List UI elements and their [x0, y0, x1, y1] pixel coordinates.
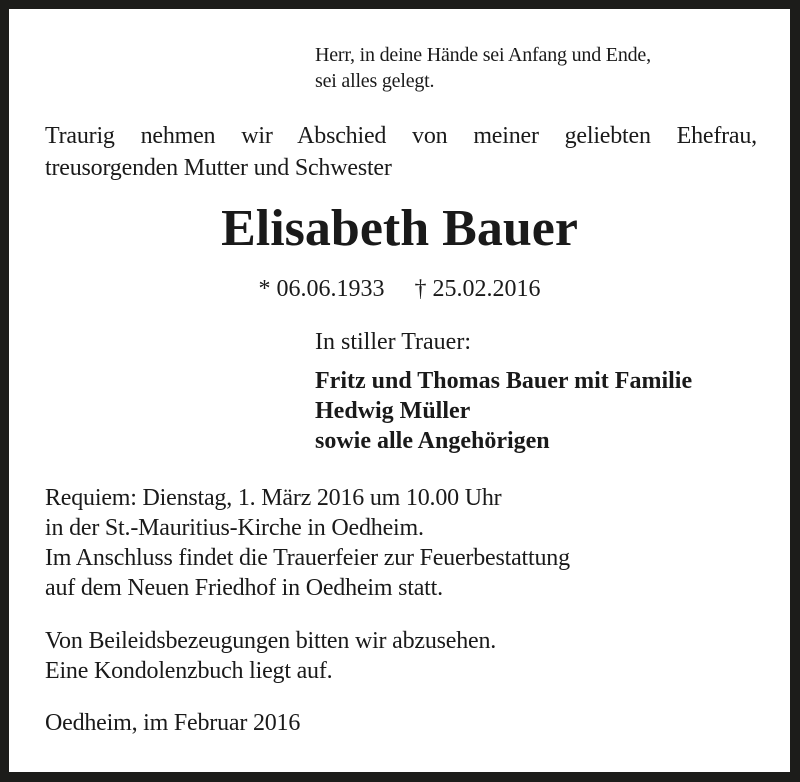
intro-text	[45, 120, 757, 184]
mourning-label: In stiller Trauer:	[315, 329, 471, 355]
ceremony-line: Requiem: Dienstag, 1. März 2016 um 10.00 Uhr	[45, 485, 502, 511]
birth-date: * 06.06.1933	[258, 276, 385, 302]
mourners-list	[315, 366, 692, 456]
motto-line: sei alles gelegt.	[315, 70, 435, 92]
motto-verse	[315, 42, 651, 94]
deceased-name: Elisabeth Bauer	[221, 200, 578, 257]
ceremony-line: Im Anschluss findet die Trauerfeier zur Feuerbestattung	[45, 545, 570, 571]
ceremony-line: auf dem Neuen Friedhof in Oedheim statt.	[45, 575, 443, 601]
mourner: Hedwig Müller	[315, 398, 471, 424]
intro-line: treusorgenden Mutter und Schwester	[45, 155, 392, 181]
intro-line: Traurig nehmen wir Abschied von meiner geliebten Ehefrau,	[45, 123, 757, 149]
obituary-notice	[9, 9, 790, 772]
condolence-notes	[45, 626, 496, 686]
note-line: Von Beileidsbezeugungen bitten wir abzusehen.	[45, 628, 497, 654]
mourner: Fritz und Thomas Bauer mit Familie	[315, 368, 693, 394]
ceremony-info	[45, 483, 570, 603]
death-date: † 25.02.2016	[414, 276, 541, 302]
ceremony-line: in der St.-Mauritius-Kirche in Oedheim.	[45, 515, 424, 541]
life-dates	[9, 274, 790, 304]
motto-line: Herr, in deine Hände sei Anfang und Ende,	[315, 44, 651, 66]
mourner: sowie alle Angehörigen	[315, 428, 550, 454]
place-and-date: Oedheim, im Februar 2016	[45, 710, 301, 736]
note-line: Eine Kondolenzbuch liegt auf.	[45, 658, 333, 684]
